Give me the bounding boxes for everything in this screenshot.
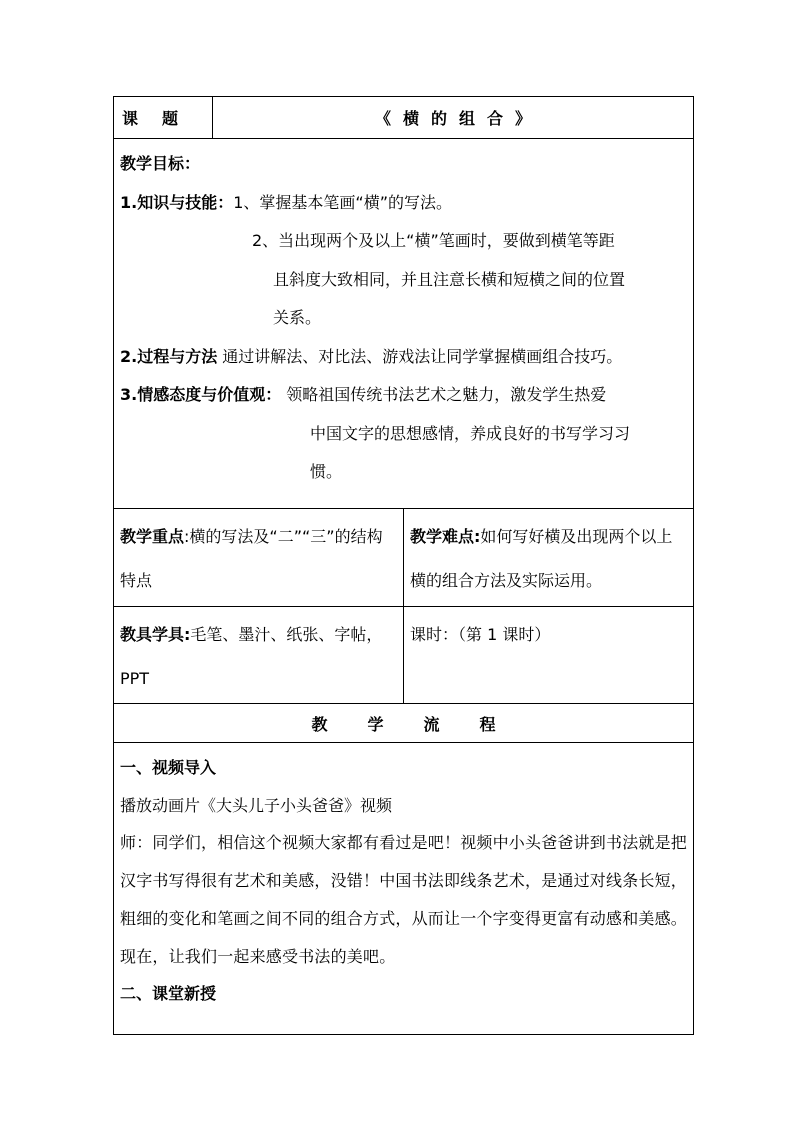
title-char: 组 bbox=[459, 109, 476, 128]
key-difficult-row bbox=[114, 509, 694, 607]
flow-heading-char: 流 bbox=[423, 714, 440, 734]
objective-line bbox=[120, 346, 687, 385]
title-row bbox=[114, 97, 694, 139]
flow-heading-row bbox=[114, 704, 694, 743]
key-point-text: :横的写法及“二”“三”的结构特点 bbox=[120, 527, 383, 590]
title-bracket-open: 《 bbox=[374, 109, 391, 128]
difficult-point-text: 如何写好横及出现两个以上横的组合方法及实际运用。 bbox=[410, 527, 673, 590]
objective-text: 领略祖国传统书法艺术之魅力，激发学生热爱 bbox=[281, 385, 607, 404]
topic-label-a: 课 bbox=[122, 109, 139, 128]
flow-line: 播放动画片《大头儿子小头爸爸》视频 bbox=[120, 795, 393, 815]
objective-text: 1、掌握基本笔画“横”的写法。 bbox=[233, 192, 452, 212]
objective-line: 中国文字的思想感情，养成良好的书写学习习 bbox=[310, 423, 631, 443]
title-char: 横 bbox=[402, 109, 419, 128]
difficult-point-label: 教学难点: bbox=[410, 527, 481, 546]
hours-cell bbox=[404, 607, 694, 704]
title-char: 合 bbox=[487, 109, 504, 128]
objective-text: 通过讲解法、对比法、游戏法让同学掌握横画组合技巧。 bbox=[217, 346, 623, 366]
flow-row bbox=[114, 743, 694, 1035]
objectives-row bbox=[114, 139, 694, 509]
lesson-title bbox=[213, 97, 694, 139]
key-point-cell bbox=[114, 509, 404, 607]
flow-heading bbox=[114, 704, 694, 743]
section-heading: 二、课堂新授 bbox=[120, 984, 217, 1004]
objective-line: 且斜度大致相同，并且注意长横和短横之间的位置 bbox=[273, 269, 626, 289]
hours-text: 课时：（第 1 课时） bbox=[410, 625, 551, 644]
tools-row bbox=[114, 607, 694, 704]
title-bracket-close: 》 bbox=[515, 109, 532, 128]
objective-label: 2.过程与方法 bbox=[120, 346, 218, 366]
flow-heading-char: 教 bbox=[311, 714, 328, 734]
topic-label-cell bbox=[114, 97, 213, 139]
key-point-label: 教学重点 bbox=[120, 527, 185, 546]
objective-line bbox=[120, 192, 687, 231]
teacher-paragraph: 师：同学们，相信这个视频大家都有看过是吧！视频中小头爸爸讲到书法就是把汉字书写得很有艺术和美感，没错！中国书法即线条艺术，是通过对线条长短，粗细的变化和笔画之间不同的组合方式，从而让一个字变得更富有动感和美感。现在，让我们一起来感受书法的美吧。 bbox=[120, 833, 688, 966]
section-heading: 一、视频导入 bbox=[120, 758, 217, 777]
tools-label: 教具学具: bbox=[120, 625, 191, 644]
objective-line bbox=[120, 384, 687, 423]
flow-heading-char: 程 bbox=[479, 714, 496, 734]
objective-line: 关系。 bbox=[273, 308, 322, 327]
difficult-point-cell bbox=[404, 509, 694, 607]
flow-cell bbox=[114, 743, 694, 1035]
objectives-heading: 教学目标： bbox=[120, 154, 201, 173]
topic-label-b: 题 bbox=[162, 109, 179, 128]
lesson-plan-table bbox=[113, 96, 694, 1035]
tools-text: 毛笔、墨汁、纸张、字帖，PPT bbox=[120, 625, 383, 688]
objective-label: 1.知识与技能： bbox=[120, 192, 234, 212]
objectives-cell bbox=[114, 139, 694, 509]
title-char: 的 bbox=[430, 109, 447, 128]
objective-line: 惯。 bbox=[310, 462, 343, 481]
flow-heading-char: 学 bbox=[367, 714, 384, 734]
objective-label: 3.情感态度与价值观： bbox=[120, 385, 282, 404]
tools-cell bbox=[114, 607, 404, 704]
objective-line: 2、当出现两个及以上“横”笔画时，要做到横笔等距 bbox=[252, 231, 615, 250]
